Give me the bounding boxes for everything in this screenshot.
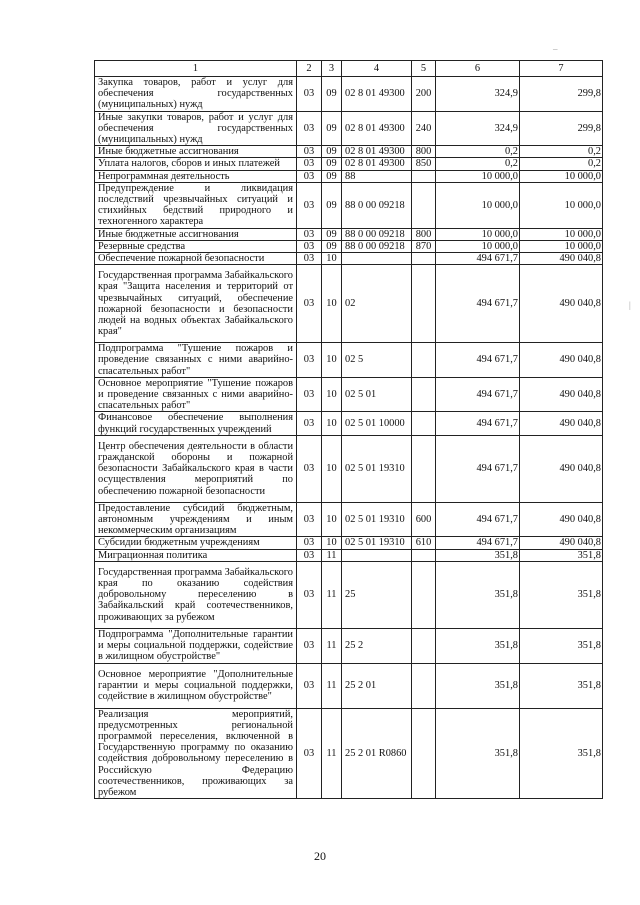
row-amount-col6: 494 671,7 (436, 343, 520, 378)
row-target-code: 25 (342, 561, 412, 628)
row-subsection: 09 (322, 240, 342, 252)
row-section: 03 (297, 228, 322, 240)
row-target-code: 02 5 01 19310 (342, 502, 412, 537)
row-amount-col7: 299,8 (520, 77, 603, 112)
row-expense-type: 610 (412, 537, 436, 549)
row-subsection: 09 (322, 182, 342, 228)
table-row (95, 146, 603, 158)
row-expense-type (412, 628, 436, 663)
table-row (95, 170, 603, 182)
row-amount-col6: 324,9 (436, 77, 520, 112)
budget-table (94, 60, 603, 799)
row-amount-col7: 10 000,0 (520, 182, 603, 228)
row-amount-col7: 490 040,8 (520, 253, 603, 265)
row-amount-col7: 10 000,0 (520, 170, 603, 182)
row-target-code: 25 2 01 (342, 663, 412, 708)
row-amount-col6: 351,8 (436, 628, 520, 663)
row-amount-col7: 351,8 (520, 663, 603, 708)
row-expense-type: 240 (412, 111, 436, 146)
row-amount-col6: 351,8 (436, 708, 520, 799)
row-target-code: 88 0 00 09218 (342, 182, 412, 228)
table-row (95, 182, 603, 228)
row-target-code: 02 8 01 49300 (342, 111, 412, 146)
row-amount-col6: 494 671,7 (436, 253, 520, 265)
row-subsection: 11 (322, 708, 342, 799)
row-expense-type (412, 182, 436, 228)
header-cell: 1 (95, 61, 297, 77)
row-target-code: 88 0 00 09218 (342, 228, 412, 240)
row-amount-col7: 351,8 (520, 549, 603, 561)
row-target-code: 02 8 01 49300 (342, 77, 412, 112)
row-amount-col7: 351,8 (520, 628, 603, 663)
row-amount-col6: 10 000,0 (436, 240, 520, 252)
table-row (95, 708, 603, 799)
row-description: Обеспечение пожарной безопасности (95, 253, 297, 265)
row-target-code: 02 8 01 49300 (342, 158, 412, 170)
row-amount-col7: 490 040,8 (520, 435, 603, 502)
table-row (95, 111, 603, 146)
row-amount-col7: 0,2 (520, 158, 603, 170)
row-section: 03 (297, 170, 322, 182)
row-target-code (342, 549, 412, 561)
row-description: Резервные средства (95, 240, 297, 252)
row-subsection: 10 (322, 377, 342, 412)
row-section: 03 (297, 343, 322, 378)
header-cell: 3 (322, 61, 342, 77)
row-section: 03 (297, 628, 322, 663)
row-amount-col7: 10 000,0 (520, 240, 603, 252)
row-subsection: 11 (322, 561, 342, 628)
row-expense-type: 600 (412, 502, 436, 537)
table-row (95, 77, 603, 112)
scan-mark-top: – (553, 44, 558, 54)
row-target-code: 02 5 (342, 343, 412, 378)
row-subsection: 11 (322, 663, 342, 708)
row-section: 03 (297, 502, 322, 537)
row-description: Центр обеспечения деятельности в области гражданской обороны и пожарной безопасности Забайкальского края в части осуществления мероприятий по обеспечению пожарной безопасности (95, 435, 297, 502)
row-subsection: 10 (322, 343, 342, 378)
row-target-code (342, 253, 412, 265)
row-description: Реализация мероприятий, предусмотренных региональной программой переселения, включенной в Государственную программу по оказанию содействия добровольному переселению в Российскую Федерацию соотечественников, проживающих за рубежом (95, 708, 297, 799)
row-section: 03 (297, 412, 322, 435)
row-section: 03 (297, 146, 322, 158)
row-amount-col7: 490 040,8 (520, 377, 603, 412)
row-description: Подпрограмма "Тушение пожаров и проведение связанных с ними аварийно-спасательных работ" (95, 343, 297, 378)
row-section: 03 (297, 561, 322, 628)
table-row (95, 549, 603, 561)
row-expense-type (412, 708, 436, 799)
row-section: 03 (297, 708, 322, 799)
header-cell: 4 (342, 61, 412, 77)
table-row (95, 265, 603, 343)
row-expense-type: 200 (412, 77, 436, 112)
table-row (95, 502, 603, 537)
row-section: 03 (297, 253, 322, 265)
table-row (95, 377, 603, 412)
row-amount-col7: 490 040,8 (520, 412, 603, 435)
row-amount-col7: 351,8 (520, 708, 603, 799)
row-expense-type (412, 170, 436, 182)
table-row (95, 343, 603, 378)
row-section: 03 (297, 111, 322, 146)
row-expense-type: 800 (412, 146, 436, 158)
row-description: Уплата налогов, сборов и иных платежей (95, 158, 297, 170)
row-amount-col7: 351,8 (520, 561, 603, 628)
row-expense-type (412, 377, 436, 412)
row-subsection: 10 (322, 412, 342, 435)
row-section: 03 (297, 537, 322, 549)
row-amount-col6: 351,8 (436, 549, 520, 561)
row-description: Иные бюджетные ассигнования (95, 146, 297, 158)
row-section: 03 (297, 435, 322, 502)
row-description: Государственная программа Забайкальского края по оказанию содействия добровольному переселению в Забайкальский край соотечественников, проживающих за рубежом (95, 561, 297, 628)
row-amount-col6: 494 671,7 (436, 412, 520, 435)
row-subsection: 11 (322, 549, 342, 561)
row-amount-col6: 494 671,7 (436, 435, 520, 502)
row-section: 03 (297, 663, 322, 708)
row-description: Государственная программа Забайкальского края "Защита населения и территорий от чрезвычайных ситуаций, обеспечение пожарной безопасности и безопасности людей на водных объектах Забайкальского края" (95, 265, 297, 343)
row-expense-type (412, 265, 436, 343)
row-section: 03 (297, 158, 322, 170)
row-description: Непрограммная деятельность (95, 170, 297, 182)
row-amount-col6: 351,8 (436, 663, 520, 708)
row-expense-type: 870 (412, 240, 436, 252)
row-expense-type: 850 (412, 158, 436, 170)
row-amount-col6: 10 000,0 (436, 182, 520, 228)
row-target-code: 02 5 01 19310 (342, 537, 412, 549)
row-expense-type: 800 (412, 228, 436, 240)
row-description: Основное мероприятие "Тушение пожаров и проведение связанных с ними аварийно-спасательных работ" (95, 377, 297, 412)
row-amount-col6: 494 671,7 (436, 502, 520, 537)
row-target-code: 02 (342, 265, 412, 343)
row-section: 03 (297, 549, 322, 561)
row-expense-type (412, 663, 436, 708)
row-subsection: 10 (322, 435, 342, 502)
row-section: 03 (297, 77, 322, 112)
row-subsection: 09 (322, 158, 342, 170)
row-amount-col6: 351,8 (436, 561, 520, 628)
table-row (95, 537, 603, 549)
row-amount-col7: 490 040,8 (520, 343, 603, 378)
row-description: Субсидии бюджетным учреждениям (95, 537, 297, 549)
row-amount-col7: 0,2 (520, 146, 603, 158)
row-subsection: 11 (322, 628, 342, 663)
header-cell: 5 (412, 61, 436, 77)
row-target-code: 88 0 00 09218 (342, 240, 412, 252)
row-target-code: 25 2 (342, 628, 412, 663)
row-amount-col7: 299,8 (520, 111, 603, 146)
table-row (95, 253, 603, 265)
row-expense-type (412, 343, 436, 378)
row-target-code: 02 8 01 49300 (342, 146, 412, 158)
row-amount-col6: 494 671,7 (436, 265, 520, 343)
row-expense-type (412, 253, 436, 265)
row-amount-col7: 490 040,8 (520, 537, 603, 549)
row-amount-col7: 490 040,8 (520, 502, 603, 537)
row-subsection: 09 (322, 228, 342, 240)
row-target-code: 02 5 01 19310 (342, 435, 412, 502)
row-section: 03 (297, 182, 322, 228)
row-expense-type (412, 549, 436, 561)
header-cell: 2 (297, 61, 322, 77)
scan-mark-right: | (629, 300, 631, 310)
row-subsection: 10 (322, 265, 342, 343)
row-amount-col6: 0,2 (436, 146, 520, 158)
row-subsection: 10 (322, 537, 342, 549)
row-target-code: 25 2 01 R0860 (342, 708, 412, 799)
row-expense-type (412, 561, 436, 628)
row-subsection: 09 (322, 170, 342, 182)
row-description: Иные бюджетные ассигнования (95, 228, 297, 240)
row-target-code: 02 5 01 10000 (342, 412, 412, 435)
table-row (95, 158, 603, 170)
row-section: 03 (297, 265, 322, 343)
header-cell: 7 (520, 61, 603, 77)
row-section: 03 (297, 240, 322, 252)
row-description: Финансовое обеспечение выполнения функций государственных учреждений (95, 412, 297, 435)
row-amount-col6: 494 671,7 (436, 537, 520, 549)
row-target-code: 02 5 01 (342, 377, 412, 412)
table-row (95, 561, 603, 628)
row-subsection: 09 (322, 111, 342, 146)
row-description: Миграционная политика (95, 549, 297, 561)
row-description: Основное мероприятие "Дополнительные гарантии и меры социальной поддержки, содействие в жилищном обустройстве" (95, 663, 297, 708)
table-row (95, 663, 603, 708)
row-amount-col6: 10 000,0 (436, 170, 520, 182)
row-subsection: 10 (322, 253, 342, 265)
row-description: Подпрограмма "Дополнительные гарантии и меры социальной поддержки, содействие в жилищном обустройстве" (95, 628, 297, 663)
row-subsection: 09 (322, 77, 342, 112)
table-row (95, 628, 603, 663)
row-amount-col6: 324,9 (436, 111, 520, 146)
table-row (95, 228, 603, 240)
page-number: 20 (314, 849, 326, 863)
row-description: Закупка товаров, работ и услуг для обеспечения государственных (муниципальных) нужд (95, 77, 297, 112)
row-target-code: 88 (342, 170, 412, 182)
row-subsection: 10 (322, 502, 342, 537)
row-amount-col6: 10 000,0 (436, 228, 520, 240)
table-row (95, 412, 603, 435)
table-header-row (95, 61, 603, 77)
row-subsection: 09 (322, 146, 342, 158)
header-cell: 6 (436, 61, 520, 77)
row-description: Иные закупки товаров, работ и услуг для обеспечения государственных (муниципальных) нужд (95, 111, 297, 146)
row-amount-col6: 0,2 (436, 158, 520, 170)
table-row (95, 240, 603, 252)
row-expense-type (412, 412, 436, 435)
row-amount-col7: 490 040,8 (520, 265, 603, 343)
row-description: Предоставление субсидий бюджетным, автономным учреждениям и иным некоммерческим организациям (95, 502, 297, 537)
row-description: Предупреждение и ликвидация последствий чрезвычайных ситуаций и стихийных бедствий природного и техногенного характера (95, 182, 297, 228)
row-amount-col6: 494 671,7 (436, 377, 520, 412)
row-section: 03 (297, 377, 322, 412)
table-row (95, 435, 603, 502)
row-expense-type (412, 435, 436, 502)
row-amount-col7: 10 000,0 (520, 228, 603, 240)
